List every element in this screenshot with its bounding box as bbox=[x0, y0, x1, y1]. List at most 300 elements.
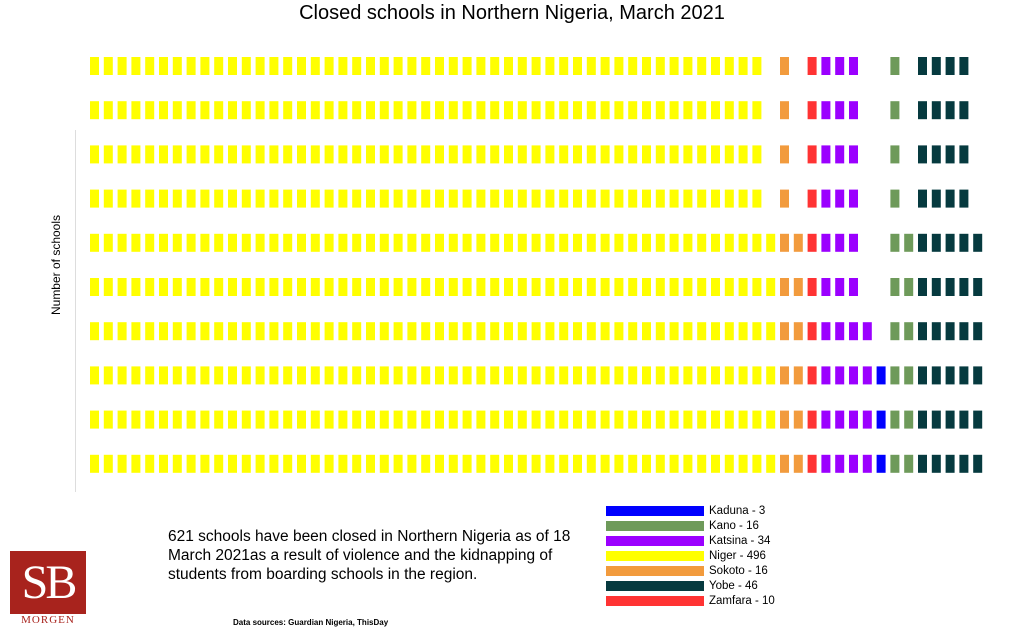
school-icon-niger bbox=[435, 57, 444, 75]
school-icon-niger bbox=[697, 322, 706, 340]
school-icon-niger bbox=[269, 101, 278, 119]
school-icon-niger bbox=[118, 145, 127, 163]
school-icon-niger bbox=[214, 278, 223, 296]
school-icon-niger bbox=[601, 190, 610, 208]
school-icon-yobe bbox=[973, 278, 982, 296]
school-icon-niger bbox=[476, 278, 485, 296]
school-icon-niger bbox=[118, 411, 127, 429]
school-icon-zamfara bbox=[808, 411, 817, 429]
school-icon-niger bbox=[366, 455, 375, 473]
school-icon-yobe bbox=[959, 366, 968, 384]
school-icon-niger bbox=[228, 455, 237, 473]
school-icon-niger bbox=[559, 278, 568, 296]
school-icon-niger bbox=[532, 145, 541, 163]
school-icon-niger bbox=[656, 234, 665, 252]
school-icon-niger bbox=[325, 411, 334, 429]
school-icon-yobe bbox=[946, 190, 955, 208]
school-icon-yobe bbox=[959, 57, 968, 75]
school-icon-niger bbox=[173, 366, 182, 384]
school-icon-niger bbox=[476, 322, 485, 340]
legend-label: Sokoto - 16 bbox=[709, 565, 768, 577]
school-icon-niger bbox=[242, 455, 251, 473]
school-icon-katsina bbox=[849, 234, 858, 252]
school-icon-niger bbox=[325, 455, 334, 473]
school-icon-yobe bbox=[918, 455, 927, 473]
school-icon-niger bbox=[587, 455, 596, 473]
school-icon-niger bbox=[338, 234, 347, 252]
school-icon-niger bbox=[118, 101, 127, 119]
school-icon-niger bbox=[435, 322, 444, 340]
school-icon-niger bbox=[463, 322, 472, 340]
school-icon-niger bbox=[766, 234, 775, 252]
school-icon-niger bbox=[587, 57, 596, 75]
school-icon-niger bbox=[725, 190, 734, 208]
school-icon-niger bbox=[559, 322, 568, 340]
school-icon-niger bbox=[683, 145, 692, 163]
school-icon-zamfara bbox=[808, 57, 817, 75]
school-icon-niger bbox=[407, 145, 416, 163]
school-icon-zamfara bbox=[808, 455, 817, 473]
school-icon-niger bbox=[463, 190, 472, 208]
school-icon-niger bbox=[228, 234, 237, 252]
school-icon-yobe bbox=[959, 101, 968, 119]
school-icon-niger bbox=[159, 234, 168, 252]
school-icon-niger bbox=[532, 234, 541, 252]
school-icon-niger bbox=[90, 57, 99, 75]
school-icon-niger bbox=[752, 145, 761, 163]
legend-label: Kano - 16 bbox=[709, 520, 759, 532]
school-icon-niger bbox=[601, 101, 610, 119]
school-icon-niger bbox=[587, 101, 596, 119]
school-icon-niger bbox=[711, 57, 720, 75]
school-icon-niger bbox=[697, 366, 706, 384]
school-icon-niger bbox=[490, 101, 499, 119]
school-icon-niger bbox=[173, 322, 182, 340]
school-icon-sokoto bbox=[794, 322, 803, 340]
school-icon-niger bbox=[242, 278, 251, 296]
school-icon-niger bbox=[614, 234, 623, 252]
school-icon-niger bbox=[159, 190, 168, 208]
school-icon-yobe bbox=[973, 455, 982, 473]
school-icon-sokoto bbox=[780, 366, 789, 384]
school-icon-niger bbox=[559, 366, 568, 384]
school-icon-niger bbox=[352, 322, 361, 340]
school-icon-niger bbox=[601, 145, 610, 163]
school-icon-niger bbox=[490, 455, 499, 473]
data-source-note: Data sources: Guardian Nigeria, ThisDay bbox=[233, 618, 389, 627]
school-icon-niger bbox=[90, 366, 99, 384]
school-icon-niger bbox=[642, 190, 651, 208]
school-icon-niger bbox=[90, 190, 99, 208]
school-icon-niger bbox=[725, 455, 734, 473]
school-icon-niger bbox=[697, 190, 706, 208]
school-icon-niger bbox=[242, 57, 251, 75]
school-icon-niger bbox=[587, 190, 596, 208]
school-icon-niger bbox=[394, 145, 403, 163]
school-icon-katsina bbox=[863, 411, 872, 429]
school-icon-niger bbox=[559, 234, 568, 252]
school-icon-niger bbox=[518, 190, 527, 208]
school-icon-niger bbox=[407, 411, 416, 429]
school-icon-niger bbox=[90, 322, 99, 340]
school-icon-niger bbox=[697, 455, 706, 473]
school-icon-niger bbox=[711, 322, 720, 340]
school-icon-yobe bbox=[973, 322, 982, 340]
school-icon-niger bbox=[628, 190, 637, 208]
school-icon-katsina bbox=[835, 322, 844, 340]
school-icon-katsina bbox=[835, 411, 844, 429]
school-icon-niger bbox=[366, 411, 375, 429]
school-icon-niger bbox=[90, 234, 99, 252]
school-icon-niger bbox=[394, 322, 403, 340]
school-icon-niger bbox=[421, 455, 430, 473]
school-icon-niger bbox=[173, 411, 182, 429]
school-icon-niger bbox=[407, 278, 416, 296]
sb-morgen-logo bbox=[10, 551, 86, 627]
school-icon-niger bbox=[518, 455, 527, 473]
school-icon-niger bbox=[670, 411, 679, 429]
school-icon-niger bbox=[407, 57, 416, 75]
school-icon-niger bbox=[242, 234, 251, 252]
school-icon-niger bbox=[559, 145, 568, 163]
legend-swatch bbox=[606, 551, 704, 561]
school-icon-niger bbox=[670, 234, 679, 252]
school-icon-niger bbox=[711, 411, 720, 429]
school-icon-niger bbox=[338, 278, 347, 296]
school-icon-sokoto bbox=[794, 234, 803, 252]
school-icon-katsina bbox=[849, 278, 858, 296]
school-icon-niger bbox=[449, 366, 458, 384]
school-icon-kano bbox=[890, 366, 899, 384]
school-icon-niger bbox=[628, 366, 637, 384]
logo-monogram: SB bbox=[10, 551, 86, 614]
school-icon-niger bbox=[670, 145, 679, 163]
school-icon-niger bbox=[628, 278, 637, 296]
school-icon-sokoto bbox=[780, 455, 789, 473]
school-icon-niger bbox=[90, 101, 99, 119]
logo-wordmark: MORGEN bbox=[21, 614, 75, 626]
school-icon-niger bbox=[766, 322, 775, 340]
school-icon-niger bbox=[173, 57, 182, 75]
school-icon-niger bbox=[173, 101, 182, 119]
school-icon-niger bbox=[559, 190, 568, 208]
school-icon-niger bbox=[242, 322, 251, 340]
school-icon-niger bbox=[670, 278, 679, 296]
school-icon-yobe bbox=[946, 101, 955, 119]
school-icon-niger bbox=[338, 455, 347, 473]
school-icon-niger bbox=[297, 322, 306, 340]
school-icon-niger bbox=[283, 190, 292, 208]
school-icon-niger bbox=[173, 278, 182, 296]
school-icon-katsina bbox=[821, 455, 830, 473]
school-icon-niger bbox=[449, 145, 458, 163]
school-icon-niger bbox=[159, 57, 168, 75]
school-icon-niger bbox=[118, 322, 127, 340]
school-icon-niger bbox=[476, 101, 485, 119]
school-icon-niger bbox=[711, 455, 720, 473]
school-icon-niger bbox=[559, 57, 568, 75]
school-icon-katsina bbox=[821, 322, 830, 340]
school-icon-niger bbox=[325, 145, 334, 163]
school-icon-niger bbox=[490, 366, 499, 384]
school-icon-niger bbox=[670, 190, 679, 208]
school-icon-sokoto bbox=[780, 190, 789, 208]
school-icon-niger bbox=[656, 57, 665, 75]
school-icon-niger bbox=[187, 101, 196, 119]
school-icon-yobe bbox=[946, 57, 955, 75]
school-icon-niger bbox=[545, 455, 554, 473]
school-icon-niger bbox=[159, 366, 168, 384]
school-icon-niger bbox=[380, 190, 389, 208]
school-icon-niger bbox=[697, 101, 706, 119]
school-icon-niger bbox=[504, 57, 513, 75]
school-icon-yobe bbox=[918, 190, 927, 208]
school-icon-niger bbox=[463, 234, 472, 252]
school-icon-niger bbox=[642, 57, 651, 75]
school-icon-niger bbox=[269, 145, 278, 163]
school-icon-yobe bbox=[918, 234, 927, 252]
school-icon-niger bbox=[104, 322, 113, 340]
school-icon-sokoto bbox=[794, 366, 803, 384]
school-icon-katsina bbox=[835, 57, 844, 75]
legend-label: Yobe - 46 bbox=[709, 580, 758, 592]
school-icon-niger bbox=[283, 101, 292, 119]
school-icon-niger bbox=[752, 278, 761, 296]
school-icon-niger bbox=[752, 366, 761, 384]
school-icon-niger bbox=[642, 411, 651, 429]
school-icon-zamfara bbox=[808, 366, 817, 384]
school-icon-niger bbox=[325, 234, 334, 252]
school-icon-niger bbox=[463, 278, 472, 296]
school-icon-sokoto bbox=[780, 234, 789, 252]
school-icon-niger bbox=[145, 411, 154, 429]
school-icon-niger bbox=[187, 234, 196, 252]
school-icon-niger bbox=[504, 411, 513, 429]
school-icon-yobe bbox=[932, 366, 941, 384]
school-icon-niger bbox=[490, 145, 499, 163]
school-icon-niger bbox=[311, 278, 320, 296]
school-icon-niger bbox=[628, 145, 637, 163]
school-icon-niger bbox=[697, 145, 706, 163]
school-icon-niger bbox=[683, 278, 692, 296]
school-icon-niger bbox=[90, 278, 99, 296]
school-icon-niger bbox=[587, 145, 596, 163]
school-icon-niger bbox=[104, 366, 113, 384]
school-icon-niger bbox=[394, 57, 403, 75]
school-icon-niger bbox=[407, 366, 416, 384]
school-icon-niger bbox=[214, 455, 223, 473]
school-icon-niger bbox=[173, 145, 182, 163]
school-icon-yobe bbox=[959, 322, 968, 340]
school-icon-niger bbox=[228, 322, 237, 340]
school-icon-niger bbox=[587, 322, 596, 340]
school-icon-niger bbox=[421, 190, 430, 208]
annotation-text: 621 schools have been closed in Northern Nigeria as of 18 March 2021as a result of violence and the kidnapping of students from boarding schools in the region. bbox=[168, 528, 571, 583]
school-icon-niger bbox=[407, 190, 416, 208]
school-icon-niger bbox=[573, 234, 582, 252]
school-icon-niger bbox=[297, 190, 306, 208]
school-icon-yobe bbox=[946, 234, 955, 252]
school-icon-niger bbox=[518, 101, 527, 119]
school-icon-yobe bbox=[918, 322, 927, 340]
school-icon-niger bbox=[545, 190, 554, 208]
school-icon-niger bbox=[656, 411, 665, 429]
school-icon-niger bbox=[711, 278, 720, 296]
school-icon-niger bbox=[739, 145, 748, 163]
school-icon-niger bbox=[200, 322, 209, 340]
school-icon-katsina bbox=[821, 57, 830, 75]
school-icon-niger bbox=[325, 322, 334, 340]
school-icon-niger bbox=[159, 411, 168, 429]
school-icon-sokoto bbox=[780, 145, 789, 163]
school-icon-niger bbox=[435, 234, 444, 252]
school-icon-katsina bbox=[821, 101, 830, 119]
school-icon-niger bbox=[256, 101, 265, 119]
school-icon-niger bbox=[187, 411, 196, 429]
chart-title: Closed schools in Northern Nigeria, March 2021 bbox=[299, 2, 725, 24]
school-icon-katsina bbox=[849, 366, 858, 384]
school-icon-niger bbox=[256, 455, 265, 473]
school-icon-niger bbox=[338, 101, 347, 119]
school-icon-niger bbox=[173, 234, 182, 252]
school-icon-kaduna bbox=[877, 411, 886, 429]
school-icon-niger bbox=[421, 57, 430, 75]
school-icon-niger bbox=[628, 101, 637, 119]
school-icon-niger bbox=[104, 455, 113, 473]
school-icon-niger bbox=[697, 57, 706, 75]
school-icon-zamfara bbox=[808, 322, 817, 340]
school-icon-niger bbox=[545, 411, 554, 429]
school-icon-niger bbox=[573, 278, 582, 296]
school-icon-niger bbox=[711, 234, 720, 252]
school-icon-niger bbox=[683, 234, 692, 252]
school-icon-yobe bbox=[932, 145, 941, 163]
school-icon-niger bbox=[545, 278, 554, 296]
school-icon-niger bbox=[214, 57, 223, 75]
school-icon-yobe bbox=[932, 190, 941, 208]
school-icon-niger bbox=[159, 145, 168, 163]
school-icon-niger bbox=[228, 101, 237, 119]
school-icon-niger bbox=[297, 145, 306, 163]
school-icon-niger bbox=[200, 366, 209, 384]
school-icon-niger bbox=[435, 145, 444, 163]
school-icon-niger bbox=[421, 366, 430, 384]
school-icon-niger bbox=[656, 145, 665, 163]
school-icon-katsina bbox=[835, 455, 844, 473]
school-icon-niger bbox=[394, 190, 403, 208]
school-icon-kano bbox=[890, 57, 899, 75]
school-icon-sokoto bbox=[780, 322, 789, 340]
school-icon-yobe bbox=[932, 411, 941, 429]
school-icon-niger bbox=[311, 455, 320, 473]
school-icon-niger bbox=[532, 190, 541, 208]
school-icon-yobe bbox=[973, 234, 982, 252]
school-icon-niger bbox=[587, 278, 596, 296]
school-icon-katsina bbox=[849, 57, 858, 75]
school-icon-niger bbox=[518, 322, 527, 340]
school-icon-niger bbox=[104, 145, 113, 163]
school-icon-niger bbox=[559, 101, 568, 119]
legend-swatch bbox=[606, 566, 704, 576]
school-icon-niger bbox=[587, 234, 596, 252]
school-icon-niger bbox=[297, 278, 306, 296]
school-icon-niger bbox=[145, 455, 154, 473]
school-icon-niger bbox=[159, 278, 168, 296]
school-icon-niger bbox=[104, 101, 113, 119]
school-icon-katsina bbox=[849, 455, 858, 473]
school-icon-yobe bbox=[959, 190, 968, 208]
school-icon-niger bbox=[739, 57, 748, 75]
school-icon-niger bbox=[449, 455, 458, 473]
school-icon-niger bbox=[214, 101, 223, 119]
school-icon-niger bbox=[338, 190, 347, 208]
school-icon-katsina bbox=[849, 322, 858, 340]
school-icon-niger bbox=[559, 455, 568, 473]
school-icon-katsina bbox=[835, 366, 844, 384]
school-icon-niger bbox=[131, 101, 140, 119]
school-icon-niger bbox=[573, 145, 582, 163]
school-icon-niger bbox=[366, 101, 375, 119]
school-icon-niger bbox=[752, 411, 761, 429]
school-icon-niger bbox=[311, 190, 320, 208]
school-icon-yobe bbox=[918, 101, 927, 119]
school-icon-niger bbox=[545, 322, 554, 340]
school-icon-niger bbox=[766, 278, 775, 296]
school-icon-niger bbox=[352, 411, 361, 429]
school-icon-niger bbox=[104, 411, 113, 429]
school-icon-niger bbox=[283, 322, 292, 340]
school-icon-niger bbox=[325, 366, 334, 384]
school-icon-niger bbox=[752, 234, 761, 252]
school-icon-niger bbox=[545, 57, 554, 75]
school-icon-niger bbox=[421, 322, 430, 340]
school-icon-niger bbox=[242, 411, 251, 429]
school-icon-niger bbox=[338, 57, 347, 75]
school-icon-niger bbox=[628, 322, 637, 340]
school-icon-niger bbox=[670, 366, 679, 384]
school-icon-niger bbox=[242, 145, 251, 163]
school-icon-niger bbox=[601, 322, 610, 340]
school-icon-niger bbox=[200, 101, 209, 119]
school-icon-niger bbox=[311, 57, 320, 75]
school-icon-niger bbox=[614, 411, 623, 429]
school-icon-katsina bbox=[821, 278, 830, 296]
school-icon-niger bbox=[421, 145, 430, 163]
school-icon-niger bbox=[504, 101, 513, 119]
school-icon-niger bbox=[766, 455, 775, 473]
school-icon-kano bbox=[890, 411, 899, 429]
school-icon-niger bbox=[118, 366, 127, 384]
school-icon-niger bbox=[449, 411, 458, 429]
school-icon-niger bbox=[518, 234, 527, 252]
school-icon-niger bbox=[352, 455, 361, 473]
school-icon-niger bbox=[407, 455, 416, 473]
school-icon-katsina bbox=[863, 455, 872, 473]
school-icon-niger bbox=[269, 57, 278, 75]
school-icon-niger bbox=[435, 411, 444, 429]
school-icon-niger bbox=[463, 366, 472, 384]
school-icon-niger bbox=[476, 190, 485, 208]
school-icon-niger bbox=[449, 322, 458, 340]
school-icon-yobe bbox=[973, 411, 982, 429]
school-icon-niger bbox=[338, 322, 347, 340]
school-icon-niger bbox=[311, 145, 320, 163]
school-icon-niger bbox=[476, 145, 485, 163]
school-icon-niger bbox=[283, 57, 292, 75]
school-icon-yobe bbox=[946, 322, 955, 340]
school-icon-niger bbox=[214, 366, 223, 384]
legend-swatch bbox=[606, 596, 704, 606]
